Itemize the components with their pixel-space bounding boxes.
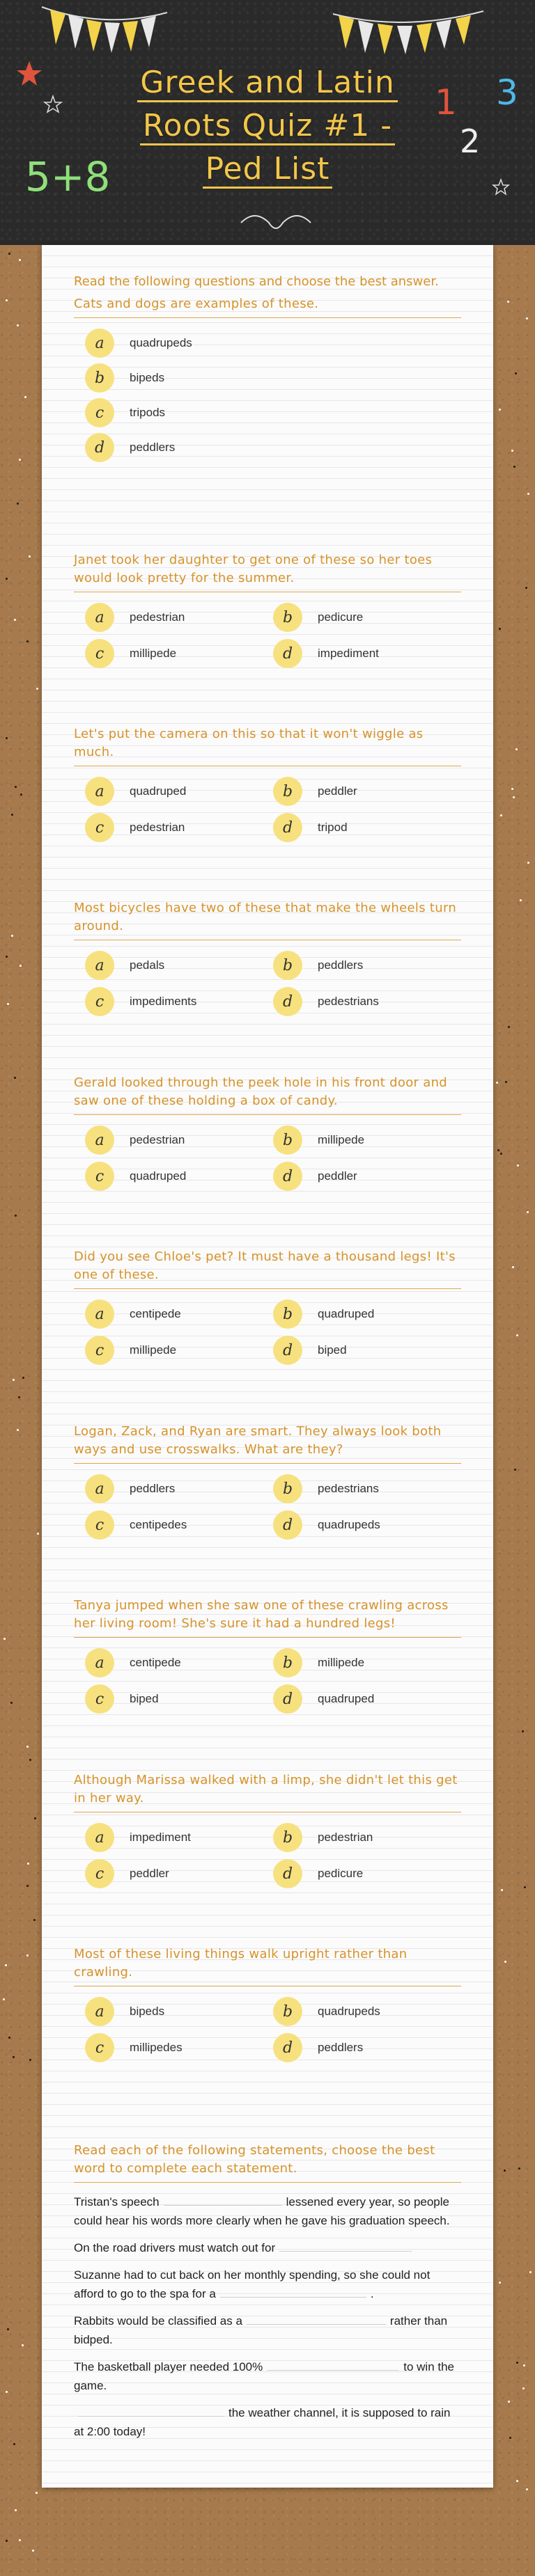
- fill-in-list: [74, 2192, 461, 2441]
- option-label: tripod: [318, 821, 348, 834]
- speck: [26, 1885, 29, 1887]
- speck: [15, 2509, 17, 2511]
- fill-in-instruction: Read each of the following statements, choose the best word to complete each statement.: [74, 2142, 461, 2183]
- number-doodle-2: 2: [460, 123, 481, 160]
- question-text: Cats and dogs are examples of these.: [74, 295, 461, 318]
- answer-option-a[interactable]: [85, 328, 192, 358]
- option-letter-badge: d: [273, 1684, 302, 1714]
- speck: [527, 1211, 529, 1213]
- speck: [7, 2328, 9, 2330]
- speck: [500, 1153, 502, 1155]
- speck: [522, 1730, 524, 1732]
- option-label: biped: [130, 1692, 159, 1705]
- option-label: peddler: [318, 1169, 357, 1183]
- answer-option-b[interactable]: [273, 1647, 364, 1678]
- option-label: peddlers: [130, 1482, 176, 1495]
- speck: [499, 2282, 501, 2284]
- speck: [10, 1702, 13, 1704]
- option-letter-badge: b: [273, 1648, 302, 1677]
- option-label: millipedes: [130, 2041, 183, 2054]
- answer-option-b[interactable]: [273, 1996, 380, 2027]
- question-3: [74, 725, 461, 846]
- speck: [515, 748, 518, 750]
- speck: [504, 2170, 506, 2172]
- option-label: quadruped: [130, 784, 187, 798]
- speck: [36, 688, 38, 690]
- quiz-paper: [42, 245, 493, 2488]
- option-letter-badge: a: [85, 603, 114, 632]
- speck: [32, 2550, 34, 2552]
- option-letter-badge: b: [273, 1997, 302, 2026]
- option-label: pedicure: [318, 610, 364, 624]
- answer-blank-input[interactable]: [279, 2238, 412, 2252]
- speck: [18, 1396, 20, 1398]
- option-letter-badge: b: [273, 951, 302, 980]
- option-label: impediment: [318, 647, 379, 660]
- option-letter-badge: a: [85, 951, 114, 980]
- fill-in-section: [74, 2142, 461, 2449]
- statement-after: the weather channel, it is supposed to rain at 2:00 today!: [74, 2406, 451, 2438]
- option-label: quadrupeds: [130, 336, 192, 349]
- question-9: [74, 1771, 461, 1892]
- speck: [512, 1266, 514, 1268]
- speck: [518, 2167, 520, 2170]
- answer-option-b[interactable]: [273, 1822, 373, 1853]
- statement-before: The basketball player needed 100%: [74, 2360, 263, 2373]
- speck: [20, 793, 22, 796]
- speck: [6, 2391, 8, 2393]
- question-text: Gerald looked through the peek hole in his front door and saw one of these holding a box of candy.: [74, 1074, 461, 1115]
- option-letter-badge: d: [273, 2033, 302, 2062]
- option-label: pedestrians: [318, 1482, 379, 1495]
- speck: [5, 1964, 7, 1966]
- answer-options: [74, 1647, 461, 1717]
- speck: [19, 259, 21, 261]
- answer-option-a[interactable]: [85, 950, 164, 981]
- speck: [3, 1998, 5, 2000]
- speck: [526, 2488, 528, 2490]
- statement-before: Tristan's speech: [74, 2195, 160, 2208]
- answer-blank-input[interactable]: [247, 2312, 386, 2325]
- statement-after: to win the game.: [74, 2360, 455, 2392]
- answer-option-c[interactable]: [85, 1335, 176, 1366]
- speck: [515, 372, 517, 374]
- option-label: impediment: [130, 1831, 191, 1844]
- speck: [496, 1082, 498, 1084]
- speck: [516, 2480, 518, 2482]
- speck: [14, 619, 16, 621]
- outline-star-icon: [43, 95, 63, 114]
- speck: [507, 301, 509, 303]
- title-line-3: Ped List: [203, 151, 333, 189]
- option-letter-badge: b: [273, 1823, 302, 1852]
- question-6: [74, 1248, 461, 1368]
- speck: [15, 1215, 17, 1217]
- option-label: millipede: [130, 1343, 177, 1357]
- answer-options: [74, 1996, 461, 2066]
- option-label: biped: [318, 1343, 347, 1357]
- option-letter-badge: d: [85, 433, 114, 462]
- speck: [20, 965, 22, 967]
- option-letter-badge: a: [85, 777, 114, 806]
- answer-option-c[interactable]: [85, 812, 185, 843]
- option-letter-badge: d: [273, 987, 302, 1016]
- speck: [508, 2401, 510, 2403]
- speck: [3, 1638, 6, 1640]
- fill-in-statement: [74, 2238, 461, 2257]
- answer-blank-input[interactable]: [78, 2403, 224, 2417]
- speck: [17, 324, 19, 326]
- option-label: pedestrian: [130, 1133, 185, 1146]
- answer-option-b[interactable]: [85, 363, 164, 393]
- option-label: peddlers: [130, 441, 176, 454]
- question-7: [74, 1423, 461, 1543]
- option-letter-badge: d: [273, 639, 302, 668]
- answer-blank-input[interactable]: [267, 2357, 399, 2371]
- red-star-icon: [15, 60, 43, 88]
- answer-option-b[interactable]: [273, 1125, 364, 1155]
- option-label: millipede: [318, 1133, 365, 1146]
- speck: [513, 466, 515, 468]
- speck: [33, 1919, 36, 1921]
- speck: [17, 1429, 19, 1431]
- option-label: millipede: [130, 647, 177, 660]
- option-label: quadruped: [318, 1307, 375, 1320]
- answer-option-a[interactable]: [85, 1822, 191, 1853]
- option-letter-badge: c: [85, 1336, 114, 1365]
- speck: [13, 1379, 15, 1381]
- speck: [29, 1759, 31, 1761]
- option-letter-badge: a: [85, 329, 114, 358]
- speck: [6, 737, 8, 739]
- option-letter-badge: c: [85, 1859, 114, 1888]
- answer-option-d[interactable]: [85, 432, 175, 463]
- outline-star-icon-right: [492, 178, 510, 196]
- answer-option-d[interactable]: [273, 986, 379, 1017]
- answer-option-c[interactable]: [85, 1161, 186, 1192]
- speck: [27, 1863, 29, 1865]
- option-label: quadrupeds: [318, 1518, 380, 1531]
- speck: [527, 493, 529, 495]
- speck: [7, 1003, 9, 1005]
- speck: [8, 253, 10, 255]
- number-doodle-1: 1: [435, 82, 457, 123]
- speck: [511, 450, 513, 452]
- answer-option-a[interactable]: [85, 1647, 181, 1678]
- option-label: tripods: [130, 406, 166, 419]
- speck: [13, 2443, 15, 2445]
- option-letter-badge: a: [85, 1125, 114, 1155]
- answer-option-d[interactable]: [273, 1161, 357, 1192]
- speck: [529, 2271, 532, 2273]
- answer-option-b[interactable]: [273, 1299, 374, 1329]
- speck: [527, 862, 529, 864]
- option-letter-badge: a: [85, 1474, 114, 1503]
- option-letter-badge: d: [273, 1859, 302, 1888]
- speck: [509, 2437, 511, 2439]
- question-text: Although Marissa walked with a limp, she didn't let this get in her way.: [74, 1771, 461, 1812]
- speck: [15, 786, 17, 788]
- option-letter-badge: d: [273, 813, 302, 842]
- speck: [29, 2059, 31, 2061]
- option-letter-badge: c: [85, 813, 114, 842]
- speck: [11, 814, 13, 816]
- bunting-left-icon: [0, 0, 535, 63]
- speck: [37, 1533, 39, 1535]
- option-letter-badge: a: [85, 1823, 114, 1852]
- option-label: peddlers: [318, 2041, 364, 2054]
- speck: [22, 2344, 24, 2346]
- option-label: centipede: [130, 1307, 181, 1320]
- question-text: Most of these living things walk upright rather than crawling.: [74, 1945, 461, 1986]
- math-doodle: 5+8: [25, 153, 111, 200]
- question-5: [74, 1074, 461, 1194]
- option-letter-badge: b: [273, 1299, 302, 1329]
- question-text: Most bicycles have two of these that make the wheels turn around.: [74, 899, 461, 940]
- answer-option-a[interactable]: [85, 1473, 175, 1504]
- option-label: pedestrian: [130, 821, 185, 834]
- statement-after: .: [370, 2287, 374, 2300]
- question-2: [74, 551, 461, 672]
- speck: [522, 2387, 525, 2389]
- option-letter-badge: a: [85, 1299, 114, 1329]
- speck: [13, 2056, 15, 2058]
- speck: [24, 396, 26, 398]
- page-title: [91, 61, 444, 191]
- option-letter-badge: c: [85, 398, 114, 427]
- option-letter-badge: c: [85, 1162, 114, 1191]
- answer-option-c[interactable]: [85, 638, 176, 669]
- speck: [499, 409, 501, 411]
- answer-option-b[interactable]: [273, 776, 357, 807]
- answer-option-a[interactable]: [85, 776, 186, 807]
- speck: [26, 1954, 29, 1957]
- quiz-instruction: Read the following questions and choose the best answer.: [74, 274, 439, 289]
- answer-option-c[interactable]: [85, 397, 165, 428]
- speck: [511, 788, 513, 790]
- question-4: [74, 899, 461, 1020]
- option-label: pedestrians: [318, 995, 379, 1008]
- speck: [508, 1026, 510, 1028]
- speck: [513, 796, 515, 798]
- title-line-2: Roots Quiz #1 -: [140, 108, 395, 145]
- option-letter-badge: a: [85, 1997, 114, 2026]
- speck: [29, 555, 31, 558]
- option-letter-badge: d: [273, 1510, 302, 1540]
- statement-after: lessened every year, so people could hear his words more clearly when he gave his graduation speech.: [74, 2195, 450, 2227]
- fill-in-statement: [74, 2312, 461, 2349]
- option-letter-badge: b: [273, 777, 302, 806]
- option-label: bipeds: [130, 371, 165, 384]
- speck: [524, 1886, 526, 1888]
- speck: [517, 1164, 519, 1167]
- answer-option-c[interactable]: [85, 1858, 169, 1889]
- answer-option-a[interactable]: [85, 1299, 181, 1329]
- question-text: Did you see Chloe's pet? It must have a thousand legs! It's one of these.: [74, 1248, 461, 1289]
- option-letter-badge: b: [85, 363, 114, 393]
- speck: [36, 2492, 38, 2494]
- answer-option-d[interactable]: [273, 1510, 380, 1540]
- speck: [497, 1149, 499, 1151]
- option-label: pedicure: [318, 1867, 364, 1880]
- statement-before: Rabbits would be classified as a: [74, 2314, 242, 2328]
- speck: [516, 2362, 518, 2364]
- number-doodle-3: 3: [496, 72, 518, 113]
- answer-option-d[interactable]: [273, 1335, 347, 1366]
- option-label: quadruped: [130, 1169, 187, 1183]
- speck: [6, 578, 8, 580]
- option-letter-badge: b: [273, 1125, 302, 1155]
- option-label: centipede: [130, 1656, 181, 1669]
- option-label: peddler: [318, 784, 357, 798]
- speck: [6, 2540, 8, 2542]
- speck: [6, 299, 8, 301]
- speck: [525, 587, 527, 589]
- question-text: Janet took her daughter to get one of these so her toes would look pretty for the summer.: [74, 551, 461, 592]
- option-label: pedals: [130, 958, 165, 972]
- speck: [11, 935, 13, 937]
- option-letter-badge: b: [273, 1474, 302, 1503]
- option-label: pedestrian: [130, 610, 185, 624]
- speck: [504, 1961, 506, 1963]
- question-1: [74, 273, 461, 467]
- speck: [19, 459, 21, 461]
- title-line-1: Greek and Latin: [137, 65, 397, 102]
- option-letter-badge: d: [273, 1336, 302, 1365]
- answer-options: [74, 328, 461, 467]
- answer-option-d[interactable]: [273, 1858, 363, 1889]
- speck: [8, 2037, 10, 2039]
- question-8: [74, 1597, 461, 1717]
- speck: [505, 1081, 507, 1083]
- option-letter-badge: c: [85, 2033, 114, 2062]
- fill-in-statement: [74, 2266, 461, 2303]
- answer-options: [74, 1125, 461, 1194]
- answer-options: [74, 602, 461, 672]
- answer-options: [74, 1822, 461, 1892]
- option-letter-badge: b: [273, 603, 302, 632]
- answer-option-a[interactable]: [85, 602, 185, 633]
- answer-option-c[interactable]: [85, 1510, 187, 1540]
- answer-option-a[interactable]: [85, 1125, 185, 1155]
- option-label: centipedes: [130, 1518, 187, 1531]
- swirl-icon: [234, 209, 318, 237]
- question-10: [74, 1945, 461, 2066]
- chalkboard-header: [0, 0, 535, 245]
- speck: [526, 317, 528, 319]
- answer-option-d[interactable]: [273, 2032, 363, 2063]
- question-text: Let's put the camera on this so that it won't wiggle as much.: [74, 725, 461, 766]
- speck: [514, 1469, 516, 1471]
- option-label: impediments: [130, 995, 197, 1008]
- option-label: peddlers: [318, 958, 364, 972]
- answer-option-d[interactable]: [273, 1684, 374, 1714]
- option-letter-badge: d: [273, 1162, 302, 1191]
- answer-options: [74, 1473, 461, 1543]
- statement-before: Suzanne had to cut back on her monthly spending, so she could not afford to go to the spa for a: [74, 2268, 431, 2300]
- speck: [26, 640, 29, 642]
- option-label: quadruped: [318, 1692, 375, 1705]
- speck: [499, 628, 501, 630]
- speck: [34, 1817, 36, 1819]
- answer-option-c[interactable]: [85, 1684, 159, 1714]
- answer-option-c[interactable]: [85, 986, 196, 1017]
- fill-in-statement: [74, 2357, 461, 2395]
- option-letter-badge: a: [85, 1648, 114, 1677]
- answer-options: [74, 950, 461, 1020]
- answer-options: [74, 1299, 461, 1368]
- speck: [19, 2539, 21, 2541]
- question-text: Logan, Zack, and Ryan are smart. They always look both ways and use crosswalks. What are they?: [74, 1423, 461, 1464]
- statement-before: On the road drivers must watch out for: [74, 2241, 276, 2254]
- speck: [520, 899, 522, 901]
- answer-option-b[interactable]: [273, 950, 363, 981]
- speck: [6, 956, 8, 958]
- question-text: Tanya jumped when she saw one of these crawling across her living room! She's sure it had a hundred legs!: [74, 1597, 461, 1638]
- answer-blank-input[interactable]: [164, 2192, 282, 2206]
- option-label: pedestrian: [318, 1831, 373, 1844]
- option-letter-badge: c: [85, 1510, 114, 1540]
- fill-in-statement: [74, 2403, 461, 2441]
- answer-option-c[interactable]: [85, 2032, 183, 2063]
- speck: [22, 1377, 24, 1379]
- speck: [500, 814, 502, 816]
- speck: [523, 2364, 525, 2366]
- answer-option-a[interactable]: [85, 1996, 164, 2027]
- answer-option-b[interactable]: [273, 602, 363, 633]
- option-label: peddler: [130, 1867, 169, 1880]
- option-letter-badge: c: [85, 639, 114, 668]
- speck: [516, 1334, 518, 1336]
- fill-in-statement: [74, 2192, 461, 2230]
- speck: [501, 1889, 503, 1891]
- answer-option-d[interactable]: [273, 638, 379, 669]
- speck: [26, 1746, 29, 1748]
- option-letter-badge: c: [85, 987, 114, 1016]
- answer-option-d[interactable]: [273, 812, 348, 843]
- answer-option-b[interactable]: [273, 1473, 379, 1504]
- speck: [14, 1077, 16, 1079]
- option-label: quadrupeds: [318, 2005, 380, 2018]
- option-label: bipeds: [130, 2005, 165, 2018]
- speck: [17, 503, 19, 505]
- option-label: millipede: [318, 1656, 365, 1669]
- option-letter-badge: c: [85, 1684, 114, 1714]
- answer-options: [74, 776, 461, 846]
- statement-after: rather than bidped.: [74, 2314, 448, 2346]
- answer-blank-input[interactable]: [220, 2284, 366, 2298]
